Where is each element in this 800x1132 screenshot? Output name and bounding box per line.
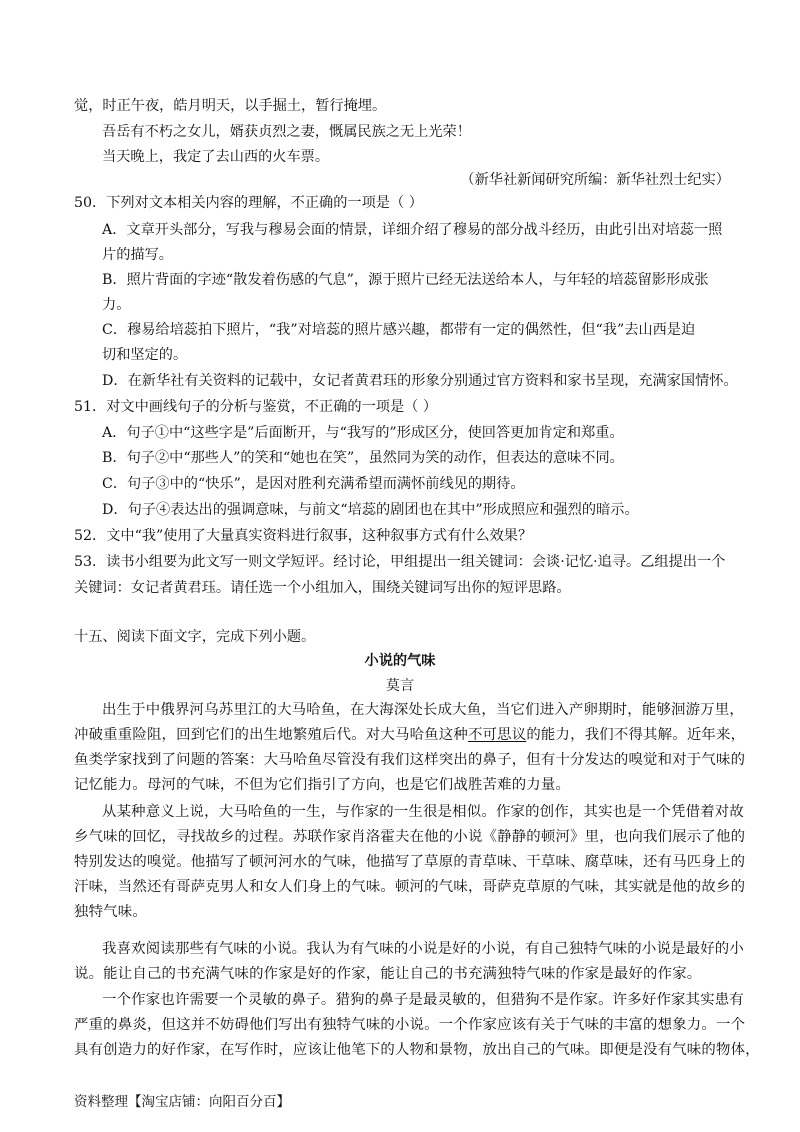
q50-option-a-cont: 片的描写。 — [102, 247, 173, 263]
para1-line-1: 出生于中俄界河乌苏里江的大马哈鱼，在大海深处长成大鱼，当它们进入产卵期时，能够洄游万里， — [102, 702, 744, 718]
intro-line-3: 当天晚上，我定了去山西的火车票。 — [102, 149, 330, 165]
page-footer: 资料整理【淘宝店铺：向阳百分百】 — [74, 1094, 290, 1110]
para2-line-3: 特别发达的嗅觉。他描写了顿河河水的气味，他描写了草原的青草味、干草味、腐草味，还有马匹身上的 — [74, 854, 746, 870]
source-note: （新华社新闻研究所编：新华社烈士纪实） — [460, 172, 730, 188]
para3-line-2: 说。能让自己的书充满气味的作家是好的作家，能让自己的书充满独特气味的作家是最好的作家。 — [74, 966, 702, 982]
para2-line-4: 汗味，当然还有哥萨克男人和女人们身上的气味。顿河的气味，哥萨克草原的气味，其实就是他的故乡的 — [74, 879, 746, 895]
para2-line-5: 独特气味。 — [74, 904, 147, 920]
para1-line-3: 鱼类学家找到了问题的答案：大马哈鱼尽管没有我们这样突出的鼻子，但有十分发达的嗅觉和对于气味的 — [74, 752, 746, 768]
q50-stem: 50．下列对文本相关内容的理解，不正确的一项是（ ） — [74, 195, 423, 211]
q50-option-d: D．在新华社有关资料的记载中，女记者黄君珏的形象分别通过官方资料和家书呈现，充满家国情怀。 — [102, 373, 738, 389]
article-title: 小说的气味 — [364, 653, 436, 669]
intro-line-2: 吾岳有不朽之女儿，婿获贞烈之妻，慨属民族之无上光荣！ — [102, 124, 471, 140]
section-heading: 十五、阅读下面文字，完成下列小题。 — [74, 629, 316, 645]
underlined-phrase: 不可思议 — [467, 727, 527, 743]
q53-stem: 53．读书小组要为此文写一则文学短评。经讨论，甲组提出一组关键词：会谈·记忆·追寻。乙组提出一个 — [74, 554, 726, 570]
para1-line-4: 记忆能力。母河的气味，不但为它们指引了方向，也是它们战胜苦难的力量。 — [74, 777, 571, 793]
para2-line-2: 乡气味的回忆，寻找故乡的过程。苏联作家肖洛霍夫在他的小说《静静的顿河》里，也向我们展示了他的 — [74, 829, 746, 845]
q50-option-c-cont: 切和坚定的。 — [102, 347, 188, 363]
para4-line-2: 严重的鼻炎，但这并不妨碍他们写出有独特气味的小说。一个作家应该有关于气味的丰富的想象力。一个 — [74, 1017, 746, 1033]
q51-option-b: B．句子②中“那些人”的笑和“她也在笑”，虽然同为笑的动作，但表达的意味不同。 — [102, 450, 624, 466]
q51-option-c: C．句子③中的“快乐”，是因对胜利充满希望而满怀前线见的期待。 — [102, 476, 525, 492]
para4-line-3: 具有创造力的好作家，在写作时，应该让他笔下的人物和景物，放出自己的气味。即便是没有气味的物体， — [74, 1042, 760, 1058]
q50-option-c: C．穆易给培蕊拍下照片，“我”对培蕊的照片感兴趣，都带有一定的偶然性，但“我”去山西是迫 — [102, 322, 696, 338]
article-author: 莫言 — [385, 678, 415, 694]
q50-option-b-cont: 力。 — [102, 297, 131, 313]
q51-option-d: D．句子④表达出的强调意味，与前文“培蕊的剧团也在其中”形成照应和强烈的暗示。 — [102, 502, 639, 518]
para2-line-1: 从某种意义上说，大马哈鱼的一生，与作家的一生很是相似。作家的创作，其实也是一个凭借着对故 — [102, 804, 744, 820]
para1-line-2: 冲破重重险阻，回到它们的出生地繁殖后代。对大马哈鱼这种不可思议的能力，我们不得其解。近年来， — [74, 727, 746, 743]
para4-line-1: 一个作家也许需要一个灵敏的鼻子。猎狗的鼻子是最灵敏的，但猎狗不是作家。许多好作家其实患有 — [102, 992, 744, 1008]
q51-option-a: A．句子①中“这些字是”后面断开，与“我写的”形成区分，使回答更加肯定和郑重。 — [102, 425, 624, 441]
q53-stem-cont: 关键词：女记者黄君珏。请任选一个小组加入，围绕关键词写出你的短评思路。 — [74, 580, 571, 596]
q51-stem: 51．对文中画线句子的分析与鉴赏，不正确的一项是（ ） — [74, 399, 438, 415]
q52-stem: 52．文中“我”使用了大量真实资料进行叙事，这种叙事方式有什么效果？ — [74, 528, 533, 544]
para3-line-1: 我喜欢阅读那些有气味的小说。我认为有气味的小说是好的小说，有自己独特气味的小说是最好的小 — [102, 941, 744, 957]
q50-option-a: A．文章开头部分，写我与穆易会面的情景，详细介绍了穆易的部分战斗经历，由此引出对培蕊一照 — [102, 222, 723, 238]
q50-option-b: B．照片背面的字迹“散发着伤感的气息”，源于照片已经无法送给本人，与年轻的培蕊留影形成张 — [102, 272, 709, 288]
intro-line-1: 觉，时正午夜，皓月明天，以手掘土，暂行掩埋。 — [74, 98, 387, 114]
